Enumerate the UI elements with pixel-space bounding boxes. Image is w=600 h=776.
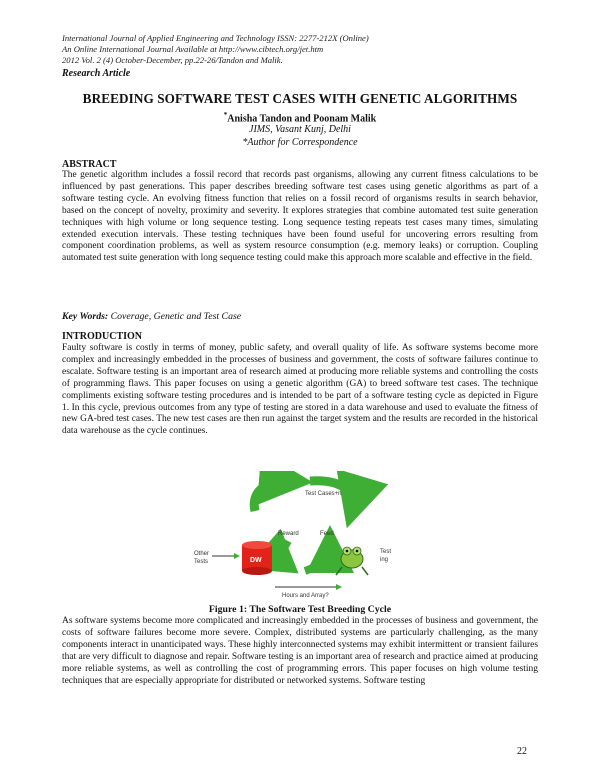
figure-label-right-2: ing	[380, 557, 389, 563]
figure-label-bottom: Hours and Array?	[282, 593, 329, 599]
test-breeding-cycle-figure	[180, 471, 420, 601]
figure-label-tests: Tests	[194, 559, 209, 565]
body-text-after-figure: As software systems become more complicated and increasingly embedded in the processes of business and government, the costs of software failures become more severe. Complex, distributed systems are particularly challenging, as the many components interact in unanticipated ways. These highly interconnected systems may exhibit intermittent or transient failures that are very difficult to diagnose and repair. Software testing is an important area of research and practice aimed at producing more reliable systems, as well as controlling the cost of programming errors. This paper focuses on high volume testing techniques that are especially appropriate for distributed or networked systems. Software testing	[62, 616, 538, 686]
author-affiliation: JIMS, Vasant Kunj, Delhi	[249, 124, 351, 135]
data-warehouse-icon	[242, 541, 272, 575]
journal-header-line-3: 2012 Vol. 2 (4) October-December, pp.22-26/Tandon and Malik.	[62, 55, 283, 65]
figure-label-other: Other	[194, 551, 210, 557]
correspondence-note: *Author for Correspondence	[242, 137, 358, 148]
cycle-arrow-top-left	[254, 481, 295, 511]
figure-caption: Figure 1: The Software Test Breeding Cycle	[208, 604, 392, 615]
author-names-text: Anisha Tandon and Poonam Malik	[227, 113, 377, 125]
article-type: Research Article	[62, 68, 131, 79]
page-number: 22	[517, 746, 527, 757]
dw-label: DW	[250, 557, 262, 564]
figure-label-top: Test Cases+n	[305, 491, 342, 497]
paper-title: BREEDING SOFTWARE TEST CASES WITH GENETIC ALGORITHMS	[82, 91, 518, 106]
keywords-line	[62, 311, 241, 322]
abstract-text: The genetic algorithm includes a fossil record that records past organisms, allowing any current fitness calculations to be influenced by past generations. This paper describes breeding software test cases using genetic algorithms as part of a software testing cycle. An evolving fitness function that relies on a fossil record of organisms results in search behavior, based on the concept of novelty, proximity and severity. It explores strategies that combine automated test suite generation techniques with high volume or long sequence testing. Long sequence testing repeats test cases many times, simulating extended execution intervals. These testing techniques have been found useful for uncovering errors resulting from component coordination problems, as well as system resource consumption (e.g. memory leaks) or corruption. Coupling automated test suite generation with long sequence testing could make this approach more scalable and effective in the field.	[62, 170, 538, 264]
cycle-arrow-feed	[305, 541, 330, 571]
frog-illustration-icon	[336, 547, 368, 575]
figure-label-reward: Reward	[278, 531, 299, 537]
correspondence-marker: *	[223, 111, 228, 119]
journal-header-line-2: An Online International Journal Available at http://www.cibtech.org/jet.htm	[62, 44, 324, 54]
author-names	[0, 111, 600, 124]
abstract-heading: ABSTRACT	[62, 159, 117, 170]
keywords-value: Coverage, Genetic and Test Case	[110, 311, 242, 322]
keywords-label: Key Words:	[62, 311, 109, 322]
introduction-text: Faulty software is costly in terms of money, public safety, and overall quality of life. As software systems become more complex and increasingly embedded in the processes of business and government, the costs of software failures continue to escalate. Software testing is an important area of research aimed at producing more reliable systems and controlling the costs of programming flaws. This paper focuses on using a genetic algorithm (GA) to breed software test cases. The technique compliments existing software testing procedures and is intended to be part of a software testing cycle as depicted in Figure 1. In this cycle, previous outcomes from any type of testing are stored in a data warehouse and used to evaluate the fitness of new GA-bred test cases. The new test cases are then run against the target system and the results are recorded in the historical data warehouse as the cycle continues.	[62, 343, 538, 437]
figure-label-right-1: Test	[380, 549, 392, 555]
journal-header-line-1: International Journal of Applied Engineering and Technology ISSN: 2277-212X (Online)	[62, 33, 369, 43]
figure-label-feed: Feed	[320, 531, 334, 537]
introduction-heading: INTRODUCTION	[62, 331, 143, 342]
